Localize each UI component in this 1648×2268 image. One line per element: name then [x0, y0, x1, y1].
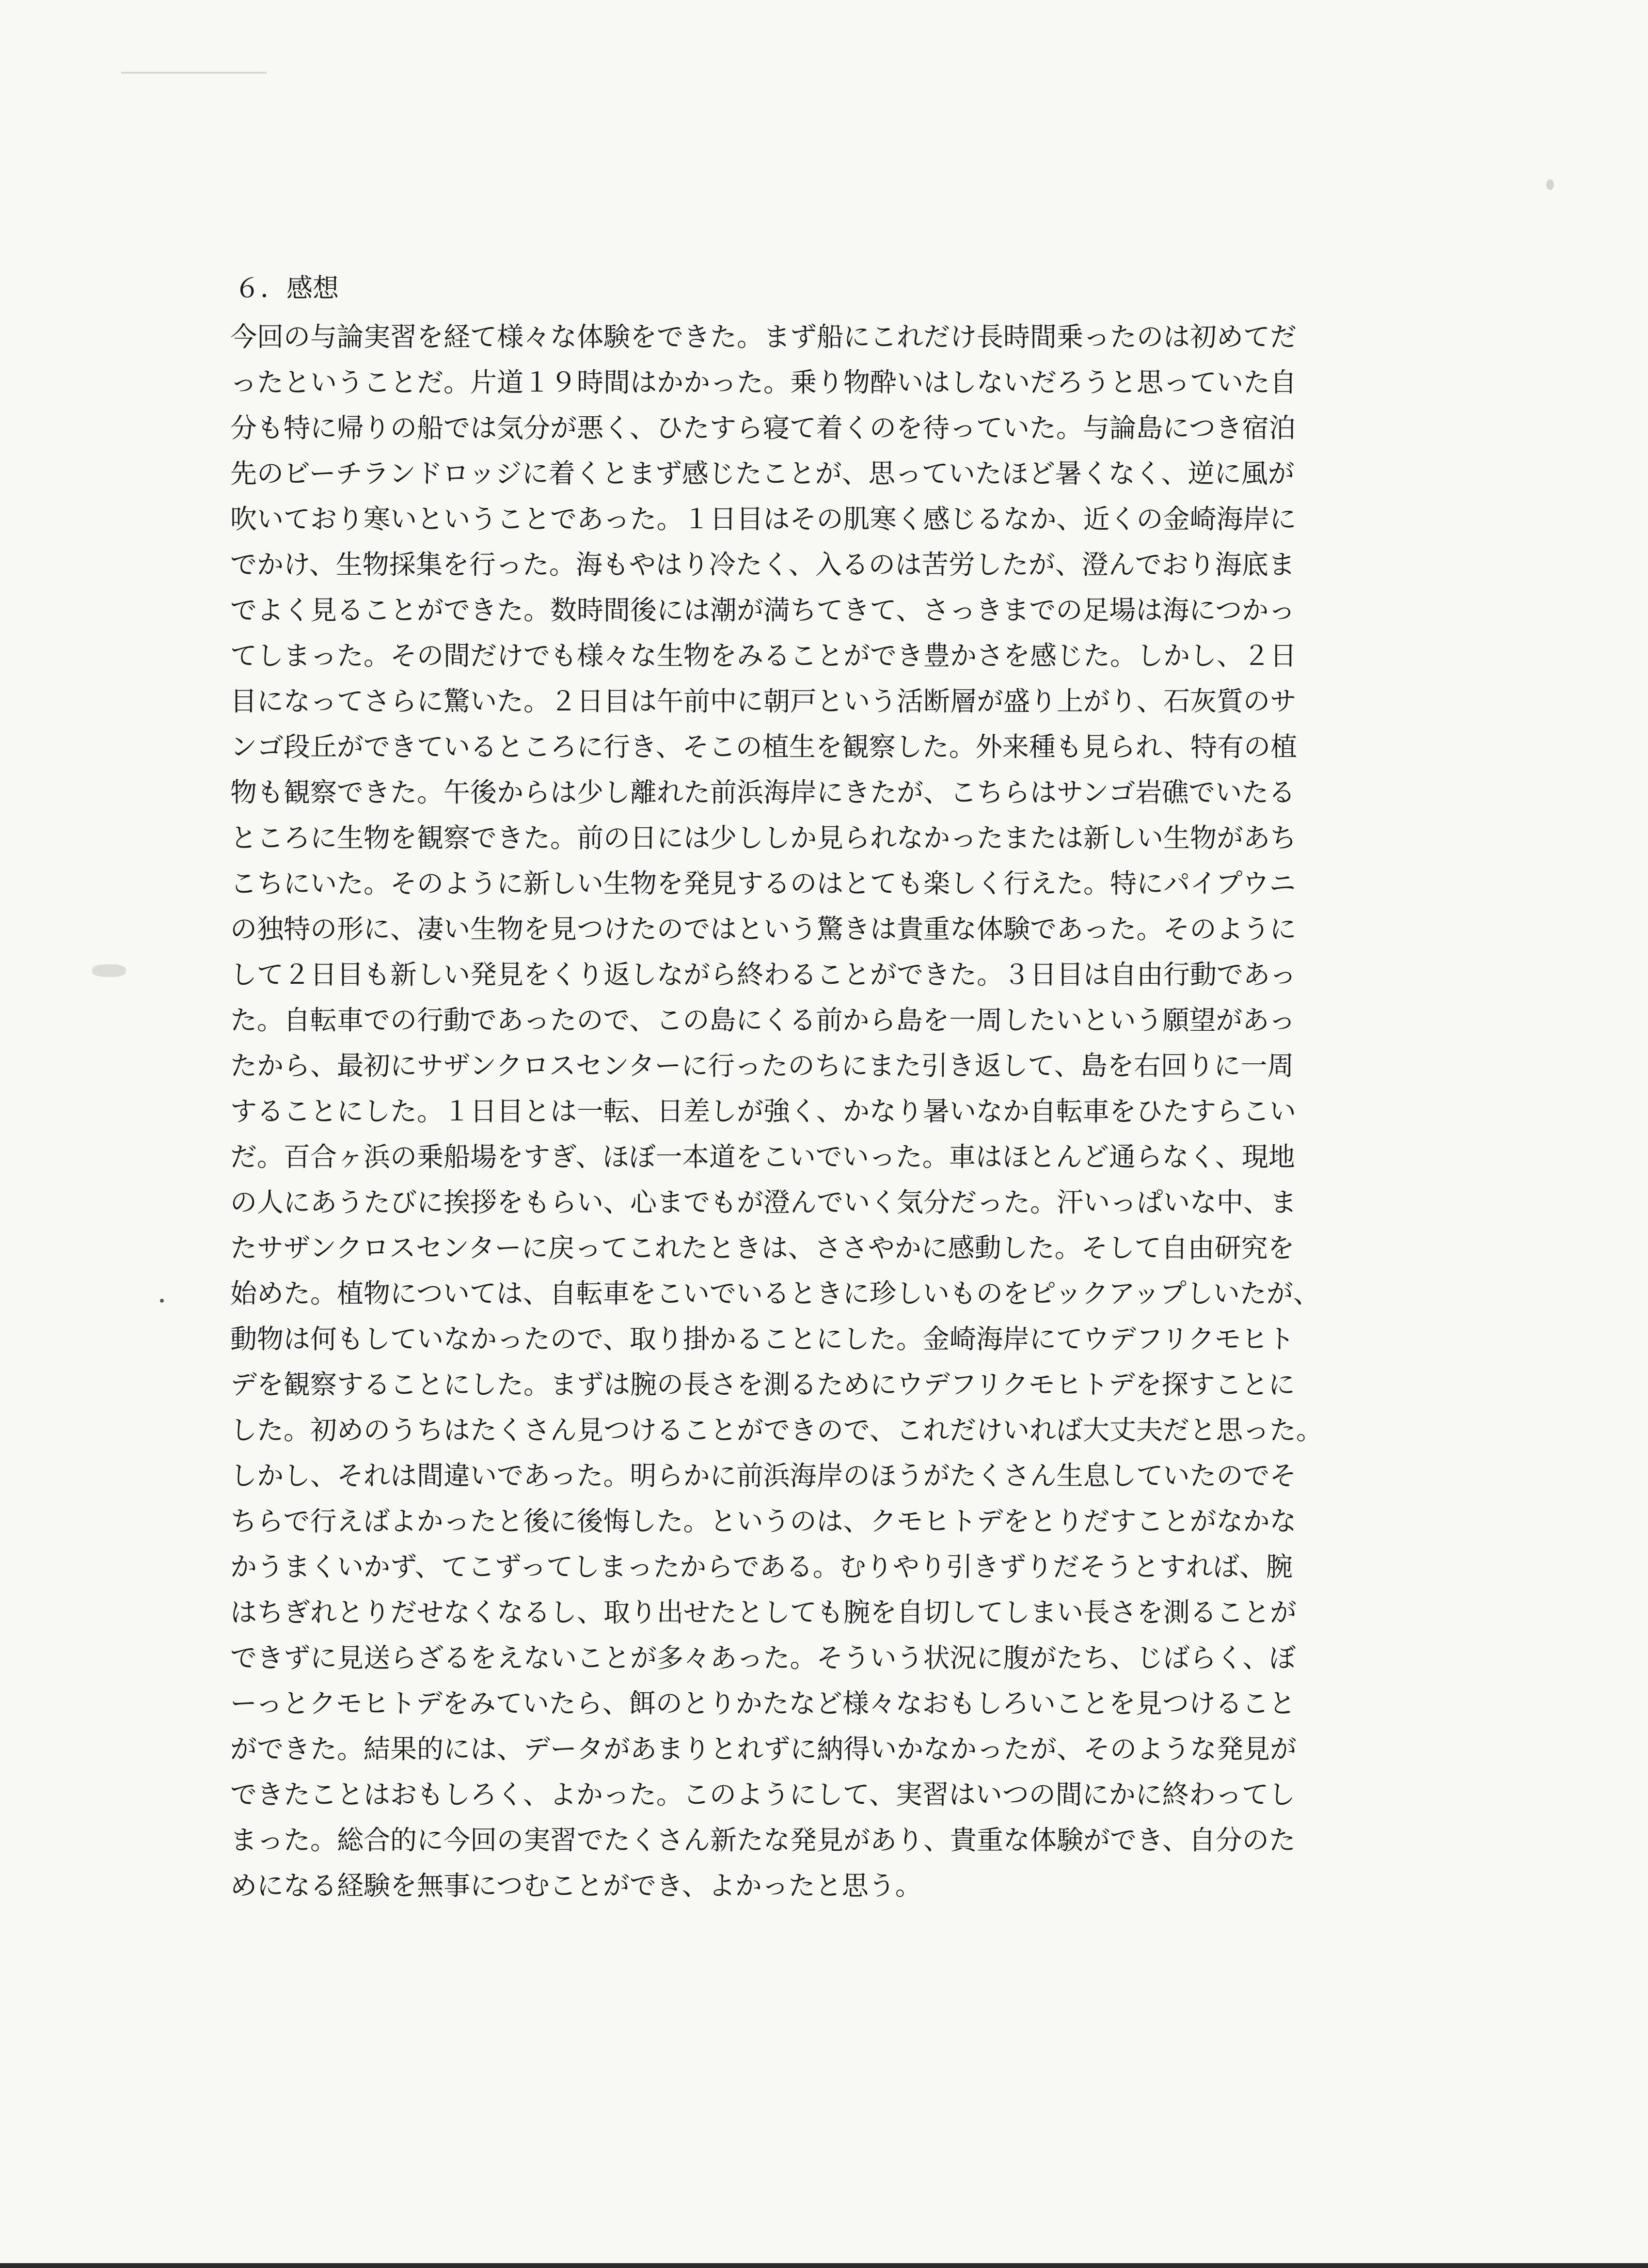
text-line: はちぎれとりだせなくなるし、取り出せたとしても腕を自切してしまい長さを測ることが: [230, 1597, 1297, 1628]
scan-dot: [160, 1299, 164, 1303]
text-line: てしまった。その間だけでも様々な生物をみることができ豊かさを感じた。しかし、２日: [230, 640, 1297, 671]
text-line: たサザンクロスセンターに戻ってこれたときは、ささやかに感動した。そして自由研究を: [230, 1232, 1295, 1263]
text-line: 動物は何もしていなかったので、取り掛かることにした。金崎海岸にてウデフリクモヒト: [230, 1323, 1295, 1354]
text-line: ったということだ。片道１９時間はかかった。乗り物酔いはしないだろうと思っていた自: [230, 367, 1297, 398]
scan-smudge: [121, 72, 267, 74]
document-body: [230, 266, 1403, 1908]
text-line: して２日目も新しい発見をくり返しながら終わることができた。３日目は自由行動であっ: [230, 959, 1297, 990]
text-line: 始めた。植物については、自転車をこいでいるときに珍しいものをピックアップしいたが、: [230, 1278, 1320, 1309]
text-line: することにした。１日目とは一転、日差しが強く、かなり暑いなか自転車をひたすらこい: [230, 1096, 1296, 1127]
text-line: しかし、それは間違いであった。明らかに前浜海岸のほうがたくさん生息していたのでそ: [230, 1460, 1297, 1491]
text-line: まった。総合的に今回の実習でたくさん新たな発見があり、貴重な体験ができ、自分のた: [230, 1825, 1296, 1856]
text-line: 先のビーチランドロッジに着くとまず感じたことが、思っていたほど暑くなく、逆に風が: [230, 458, 1295, 489]
text-line: ところに生物を観察できた。前の日には少ししか見られなかったまたは新しい生物があち: [230, 822, 1297, 853]
section-heading: ６．感想: [234, 273, 339, 303]
text-line: できたことはおもしろく、よかった。このようにして、実習はいつの間にかに終わってし: [230, 1779, 1296, 1810]
scan-smudge: [92, 964, 126, 977]
text-line: ンゴ段丘ができているところに行き、そこの植生を観察した。外来種も見られ、特有の植: [230, 731, 1298, 762]
text-line: ーっとクモヒトデをみていたら、餌のとりかたなど様々なおもしろいことを見つけること: [230, 1688, 1296, 1719]
text-line: たから、最初にサザンクロスセンターに行ったのちにまた引き返して、島を右回りに一周: [230, 1050, 1294, 1081]
text-line: した。初めのうちはたくさん見つけることができので、これだけいれば大丈夫だと思った。: [230, 1415, 1323, 1446]
text-line: の独特の形に、凄い生物を見つけたのではという驚きは貴重な体験であった。そのように: [230, 914, 1297, 945]
text-line: た。自転車での行動であったので、この島にくる前から島を一周したいという願望があっ: [230, 1005, 1296, 1036]
text-line: 今回の与論実習を経て様々な体験をできた。まず船にこれだけ長時間乗ったのは初めてだ: [230, 321, 1297, 352]
text-line: 分も特に帰りの船では気分が悪く、ひたすら寝て着くのを待っていた。与論島につき宿泊: [230, 412, 1296, 443]
text-line: 目になってさらに驚いた。２日目は午前中に朝戸という活断層が盛り上がり、石灰質のサ: [230, 686, 1297, 717]
text-line: できずに見送らざるをえないことが多々あった。そういう状況に腹がたち、じばらく、ぼ: [230, 1642, 1296, 1673]
text-line: でかけ、生物採集を行った。海もやはり冷たく、入るのは苦労したが、澄んでおり海底ま: [230, 549, 1295, 580]
text-line: デを観察することにした。まずは腕の長さを測るためにウデフリクモヒトデを探すことに: [230, 1369, 1295, 1400]
scan-smudge: [1546, 179, 1554, 190]
text-line: 吹いており寒いということであった。１日目はその肌寒く感じるなか、近くの金崎海岸に: [230, 504, 1297, 535]
text-line: ができた。結果的には、データがあまりとれずに納得いかなかったが、そのような発見が: [230, 1733, 1297, 1764]
text-line: めになる経験を無事につむことができ、よかったと思う。: [230, 1870, 922, 1901]
text-line: の人にあうたびに挨拶をもらい、心までもが澄んでいく気分だった。汗いっぱいな中、ま: [230, 1187, 1297, 1218]
text-line: でよく見ることができた。数時間後には潮が満ちてきて、さっきまでの足場は海につかっ: [230, 595, 1296, 626]
text-line: ちらで行えばよかったと後に後悔した。というのは、クモヒトデをとりだすことがなかな: [230, 1506, 1297, 1537]
text-line: 物も観察できた。午後からは少し離れた前浜海岸にきたが、こちらはサンゴ岩礁でいたる: [230, 777, 1296, 808]
scan-edge: [0, 2263, 1648, 2268]
text-line: かうまくいかず、てこずってしまったからである。むりやり引きずりだそうとすれば、腕: [230, 1551, 1293, 1582]
text-line: こちにいた。そのように新しい生物を発見するのはとても楽しく行えた。特にパイプウニ: [230, 868, 1296, 899]
text-line: だ。百合ヶ浜の乗船場をすぎ、ほぼ一本道をこいでいった。車はほとんど通らなく、現地: [230, 1141, 1295, 1172]
paragraph: [230, 314, 1403, 1908]
